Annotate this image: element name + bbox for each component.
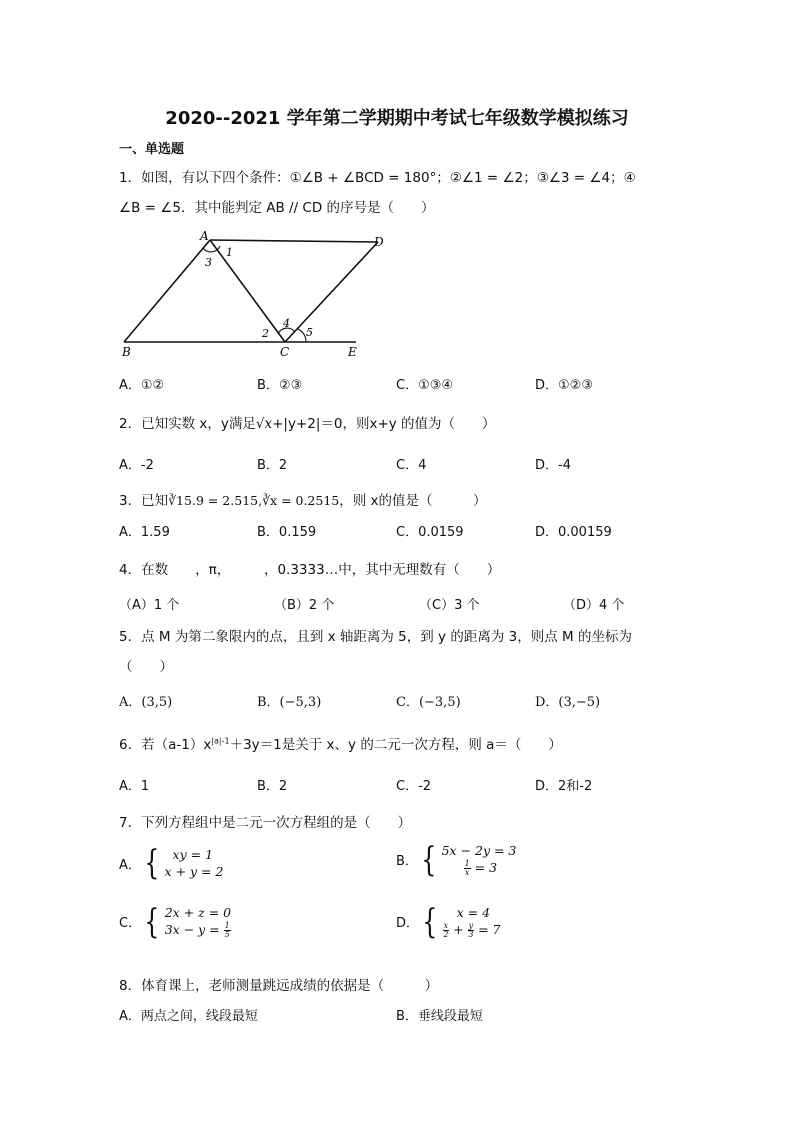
q2-stem-b: +|y+2|＝0，则x+y 的值为（ ） — [272, 416, 496, 432]
q7-d-den1: 2 — [443, 930, 449, 939]
line-ac — [210, 240, 285, 342]
q7-b-den: x — [464, 868, 470, 877]
q6-stem-b: ＋3y＝1是关于 x、y 的二元一次方程，则 a＝（ ） — [229, 737, 562, 753]
angle-label-2: 2 — [262, 327, 269, 340]
q3-option-d: D．0.00159 — [535, 525, 612, 540]
label-a: A — [200, 229, 209, 243]
q5-option-c: C．(−3,5) — [396, 695, 461, 710]
q7-option-d: D． { x = 4 $\frac{x}{2}$ + $\frac{y}{3}$ = 7 — [396, 901, 501, 942]
q7-option-a: A． { xy = 1 x + y = 2 — [119, 843, 224, 883]
q5-option-d: D．(3,−5) — [535, 695, 601, 710]
q5-option-b: B．(−5,3) — [257, 695, 322, 710]
q7-b-num: 1 — [464, 859, 470, 868]
q3-stem-a: 3．已知 — [119, 493, 169, 509]
q6-option-b: B．2 — [257, 779, 288, 794]
q6-option-d: D．2和-2 — [535, 779, 593, 794]
label-d: D — [374, 235, 384, 249]
q1-option-a: A．①② — [119, 378, 165, 393]
q7-c-label: C． — [119, 916, 142, 931]
q7-b-eq1: 5x − 2y = 3 — [441, 843, 517, 858]
q3-option-c: C．0.0159 — [396, 525, 464, 540]
page-title: 2020--2021 学年第二学期期中考试七年级数学模拟练习 — [165, 108, 629, 129]
q7-c-eq1: 2x + z = 0 — [164, 905, 232, 920]
angle-label-4: 4 — [283, 317, 290, 330]
geometry-figure — [110, 226, 384, 361]
angle-label-5: 5 — [306, 326, 313, 339]
line-ab — [124, 240, 210, 342]
label-c: C — [280, 345, 290, 359]
q5-line2: （ ） — [119, 659, 173, 675]
angle-label-3: 3 — [205, 256, 212, 269]
q3-option-b: B．0.159 — [257, 525, 317, 540]
q8-stem: 8．体育课上，老师测量跳远成绩的依据是（ ） — [119, 978, 439, 994]
q7-d-plus: + — [449, 922, 468, 937]
q6-stem — [119, 733, 562, 753]
q7-d-num2: y — [468, 921, 474, 930]
q2-option-d: D．-4 — [535, 458, 571, 473]
q4-option-a: （A）1 个 — [119, 598, 180, 613]
q7-b-label: B． — [396, 854, 418, 869]
q7-option-c: C． { 2x + z = 0 3x − y = $\frac{1}{5}$ — [119, 901, 232, 942]
q7-a-label: A． — [119, 857, 141, 873]
q7-d-num1: x — [443, 921, 449, 930]
q1-line1: 1．如图，有以下四个条件：①∠B + ∠BCD = 180°；②∠1 = ∠2；③∠3 = ∠4；④ — [119, 170, 636, 186]
q8-option-a: A．两点之间，线段最短 — [119, 1009, 258, 1024]
q3-stem-b: ，则 x的值是（ ） — [339, 493, 487, 509]
q2-stem-a: 2．已知实数 x，y满足 — [119, 416, 256, 432]
q7-d-den2: 3 — [468, 930, 474, 939]
q7-stem: 7．下列方程组中是二元一次方程组的是（ ） — [119, 815, 412, 831]
q6-option-a: A．1 — [119, 779, 150, 794]
q4-option-b: （B）2 个 — [274, 598, 335, 613]
q7-c-eq2-left: 3x − y = — [164, 922, 224, 937]
q7-a-eq2: x + y = 2 — [164, 864, 224, 879]
q8-option-b: B．垂线段最短 — [396, 1009, 483, 1024]
q5-option-a: A．(3,5) — [119, 695, 173, 710]
q6-option-c: C．-2 — [396, 779, 432, 794]
q7-c-den: 5 — [224, 930, 230, 939]
q1-option-b: B．②③ — [257, 378, 303, 393]
q2-option-c: C．4 — [396, 458, 427, 473]
q3-stem — [119, 489, 487, 509]
line-cd — [285, 242, 378, 342]
q4-stem: 4．在数 ，π， ，0.3333…中，其中无理数有（ ） — [119, 562, 501, 578]
q4-option-c: （C）3 个 — [419, 598, 480, 613]
label-e: E — [348, 345, 357, 359]
q2-sqrt: √x — [255, 416, 273, 432]
label-b: B — [122, 345, 131, 359]
q4-option-d: （D）4 个 — [563, 598, 625, 613]
q2-option-a: A．-2 — [119, 458, 154, 473]
q1-option-d: D．①②③ — [535, 378, 593, 393]
section-heading: 一、单选题 — [119, 142, 185, 157]
q6-exponent: |a|-1 — [211, 736, 230, 746]
q7-b-eq2-rest: = 3 — [470, 860, 498, 875]
q7-d-eq2-rest: = 7 — [474, 922, 501, 937]
q2-option-b: B．2 — [257, 458, 288, 473]
q3-math: ∛15.9 = 2.515,∛x = 0.2515 — [168, 493, 340, 508]
q2-stem — [119, 412, 496, 432]
q5-line1: 5．点 M 为第二象限内的点，且到 x 轴距离为 5，到 y 的距离为 3，则点 M 的坐标为 — [119, 629, 632, 645]
q7-option-b: B． { 5x − 2y = 3 $\frac{1}{x}$ = 3 — [396, 839, 517, 880]
angle-arc-5 — [298, 329, 306, 342]
q3-option-a: A．1.59 — [119, 525, 170, 540]
line-ad — [210, 240, 378, 242]
q7-d-label: D． — [396, 916, 420, 931]
q1-option-c: C．①③④ — [396, 378, 454, 393]
angle-label-1: 1 — [226, 246, 233, 259]
q7-c-num: 1 — [224, 921, 230, 930]
q7-d-eq1: x = 4 — [456, 905, 491, 920]
q7-a-eq1: xy = 1 — [172, 847, 214, 862]
q1-line2: ∠B = ∠5．其中能判定 AB // CD 的序号是（ ） — [119, 200, 435, 216]
q6-stem-a: 6．若（a-1）x — [119, 737, 212, 753]
